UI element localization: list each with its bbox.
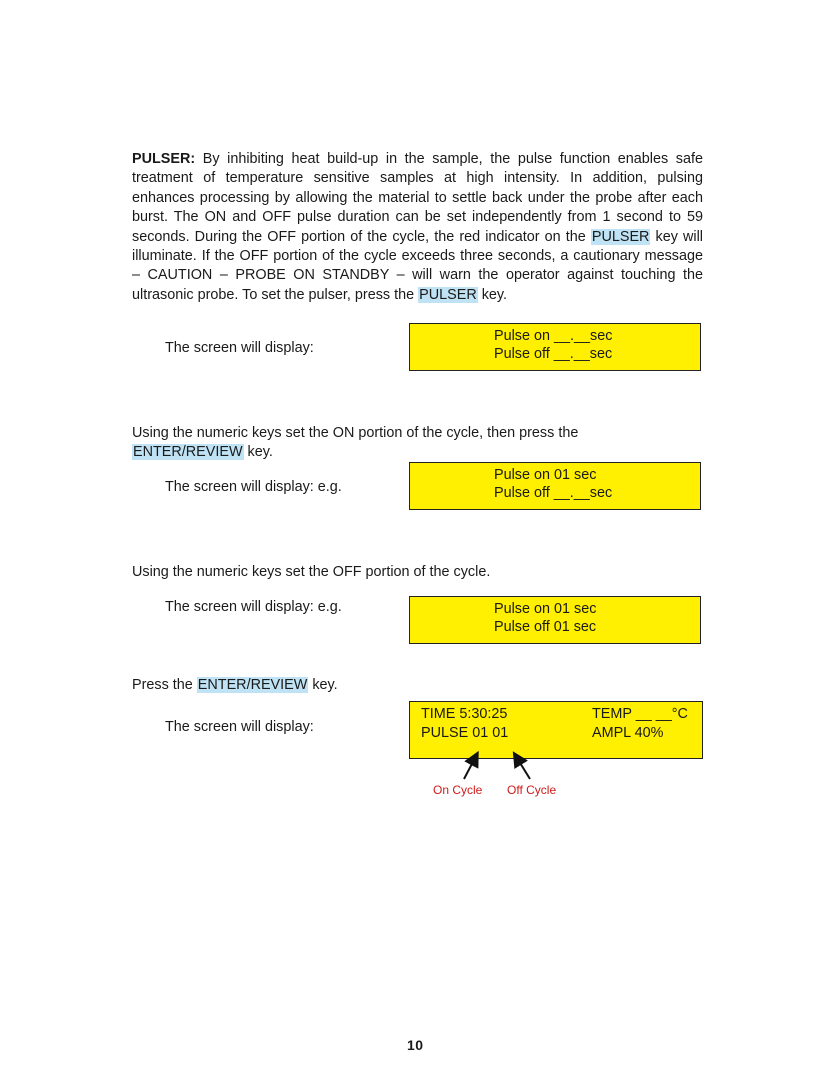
lcd-time-readout: TIME 5:30:25 xyxy=(421,706,508,722)
enter-review-key-highlight-2: ENTER/REVIEW xyxy=(197,677,308,693)
intro-text-3: key. xyxy=(477,286,508,303)
step2-text-1: Using the numeric keys set the ON portion of the cycle, then press the xyxy=(132,425,579,441)
on-cycle-label: On Cycle xyxy=(433,783,483,797)
step1-caption: The screen will display: xyxy=(165,340,314,356)
step4-caption: The screen will display: xyxy=(165,719,314,735)
pulser-key-highlight-2: PULSER xyxy=(419,286,477,303)
lcd-ampl-readout: AMPL 40% xyxy=(592,725,664,741)
off-cycle-label: Off Cycle xyxy=(507,783,557,797)
lcd-pulse-readout: PULSE 01 01 xyxy=(421,725,509,741)
step1-lcd-line1: Pulse on __.__sec xyxy=(494,328,613,344)
step3-lcd-line2: Pulse off 01 sec xyxy=(494,619,597,635)
off-cycle-arrow xyxy=(517,758,530,779)
step2-caption: The screen will display: e.g. xyxy=(165,479,342,495)
step3-instruction: Using the numeric keys set the OFF portion of the cycle. xyxy=(132,564,491,580)
step3-caption: The screen will display: e.g. xyxy=(165,599,342,615)
enter-review-key-highlight: ENTER/REVIEW xyxy=(133,444,243,461)
step1-lcd-line2: Pulse off __.__sec xyxy=(494,346,613,362)
step4-text-1: Press the xyxy=(132,677,197,693)
step4-text-2: key. xyxy=(308,677,338,693)
intro-text-2: key will illuminate. If the OFF portion of the cycle exceeds three seconds, a cautionary message – CAUTION – PROBE ON STANDBY – will warn the operator against touching the ultrasonic probe. To set the pulser, press the xyxy=(132,228,703,303)
on-cycle-arrow xyxy=(464,758,475,779)
step2-lcd-line2: Pulse off __.__sec xyxy=(494,485,613,501)
step3-lcd-line1: Pulse on 01 sec xyxy=(494,601,597,617)
pulser-key-highlight: PULSER xyxy=(591,228,650,245)
step2-lcd-line1: Pulse on 01 sec xyxy=(494,467,597,483)
pulser-heading: PULSER: xyxy=(132,151,196,167)
lcd-temp-readout: TEMP __ __°C xyxy=(592,706,688,722)
step2-text-2: key. xyxy=(243,444,273,461)
page-number: 10 xyxy=(407,1037,424,1053)
intro-text-1: By inhibiting heat build-up in the sample, the pulse function enables safe treatment of temperature sensitive samples at high intensity. In addition, pulsing enhances processing by allowing the material to settle back under the probe after each burst. The ON and OFF pulse duration can be set independently from 1 second to 59 seconds. During the OFF portion of the cycle, the red indicator on the xyxy=(132,151,703,245)
